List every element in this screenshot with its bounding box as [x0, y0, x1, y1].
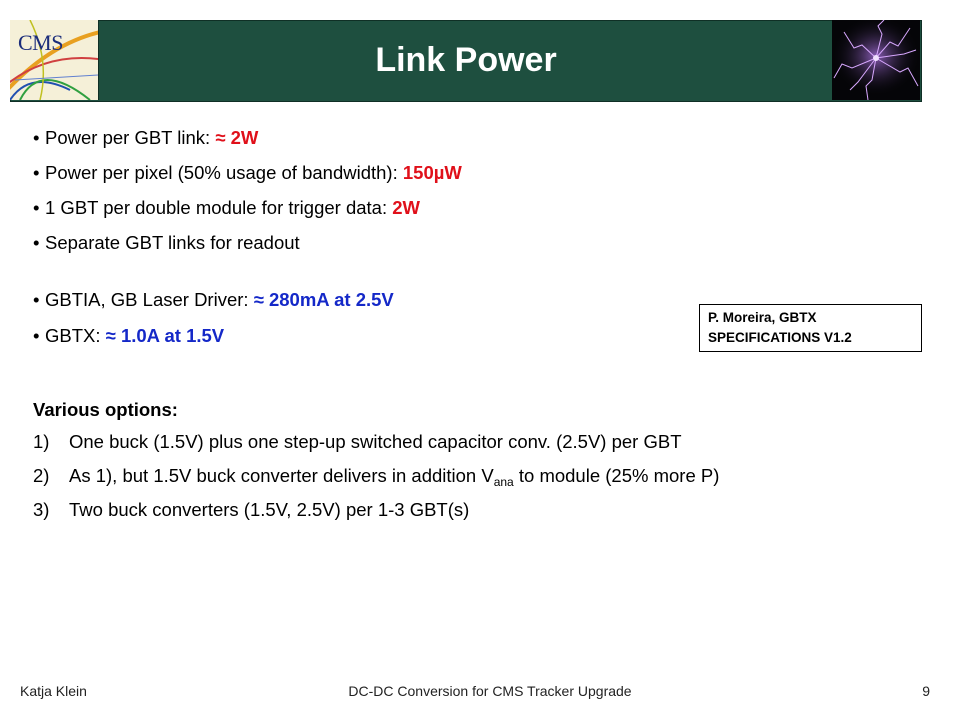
options-list [33, 430, 719, 532]
bullet-text: Power per GBT link: [45, 127, 216, 148]
bullet-gbtia-current: • GBTIA, GB Laser Driver: ≈ 280mA at 2.5V [33, 289, 394, 310]
bullet-value: 150µW [402, 162, 462, 183]
bullet-power-per-link: • Power per GBT link: ≈ 2W [33, 127, 259, 148]
option-number: 1) [33, 431, 50, 452]
bullets-current [33, 288, 394, 360]
bullet-text: 1 GBT per double module for trigger data: [45, 197, 393, 218]
bullet-value: 2W [392, 197, 420, 218]
footer-talk-title: DC-DC Conversion for CMS Tracker Upgrade [348, 683, 632, 699]
reference-line-1: P. Moreira, GBTX [708, 310, 817, 325]
option-text: As 1), but 1.5V buck converter delivers in addition V [69, 465, 494, 486]
bullet-gbtx-current: • GBTX: ≈ 1.0A at 1.5V [33, 325, 225, 346]
footer-page-number: 9 [922, 683, 930, 699]
reference-line-2: SPECIFICATIONS V1.2 [708, 330, 852, 345]
option-text: One buck (1.5V) plus one step-up switched capacitor conv. (2.5V) per GBT [69, 431, 682, 452]
option-item [33, 464, 719, 488]
bullet-text: GBTX: [45, 325, 106, 346]
logo-text: CMS [18, 30, 63, 55]
plasma-image [832, 20, 920, 100]
cms-logo [10, 20, 99, 100]
options-heading: Various options: [33, 399, 178, 420]
bullet-power-per-pixel: • Power per pixel (50% usage of bandwidth): 150µW [33, 162, 462, 183]
bullets-link-power [33, 126, 462, 266]
option-item [33, 498, 719, 522]
option-number: 2) [33, 465, 50, 486]
bullet-separate-links: • Separate GBT links for readout [33, 232, 300, 253]
bullet-value: ≈ 280mA at 2.5V [253, 289, 394, 310]
bullet-text: GBTIA, GB Laser Driver: [45, 289, 254, 310]
option-text-cont: to module (25% more P) [513, 465, 720, 486]
bullet-value: ≈ 2W [215, 127, 259, 148]
reference-box [699, 304, 922, 352]
plasma-graphic [832, 20, 920, 100]
footer-author: Katja Klein [20, 683, 87, 699]
slide-title: Link Power [375, 41, 557, 79]
bullet-value: ≈ 1.0A at 1.5V [105, 325, 225, 346]
option-item [33, 430, 719, 454]
bullet-text: Separate GBT links for readout [45, 232, 300, 253]
option-number: 3) [33, 499, 50, 520]
bullet-gbt-per-module: • 1 GBT per double module for trigger data: 2W [33, 197, 420, 218]
option-text: Two buck converters (1.5V, 2.5V) per 1-3 GBT(s) [69, 499, 470, 520]
bullet-text: Power per pixel (50% usage of bandwidth): [45, 162, 403, 183]
option-subscript: ana [493, 475, 514, 489]
